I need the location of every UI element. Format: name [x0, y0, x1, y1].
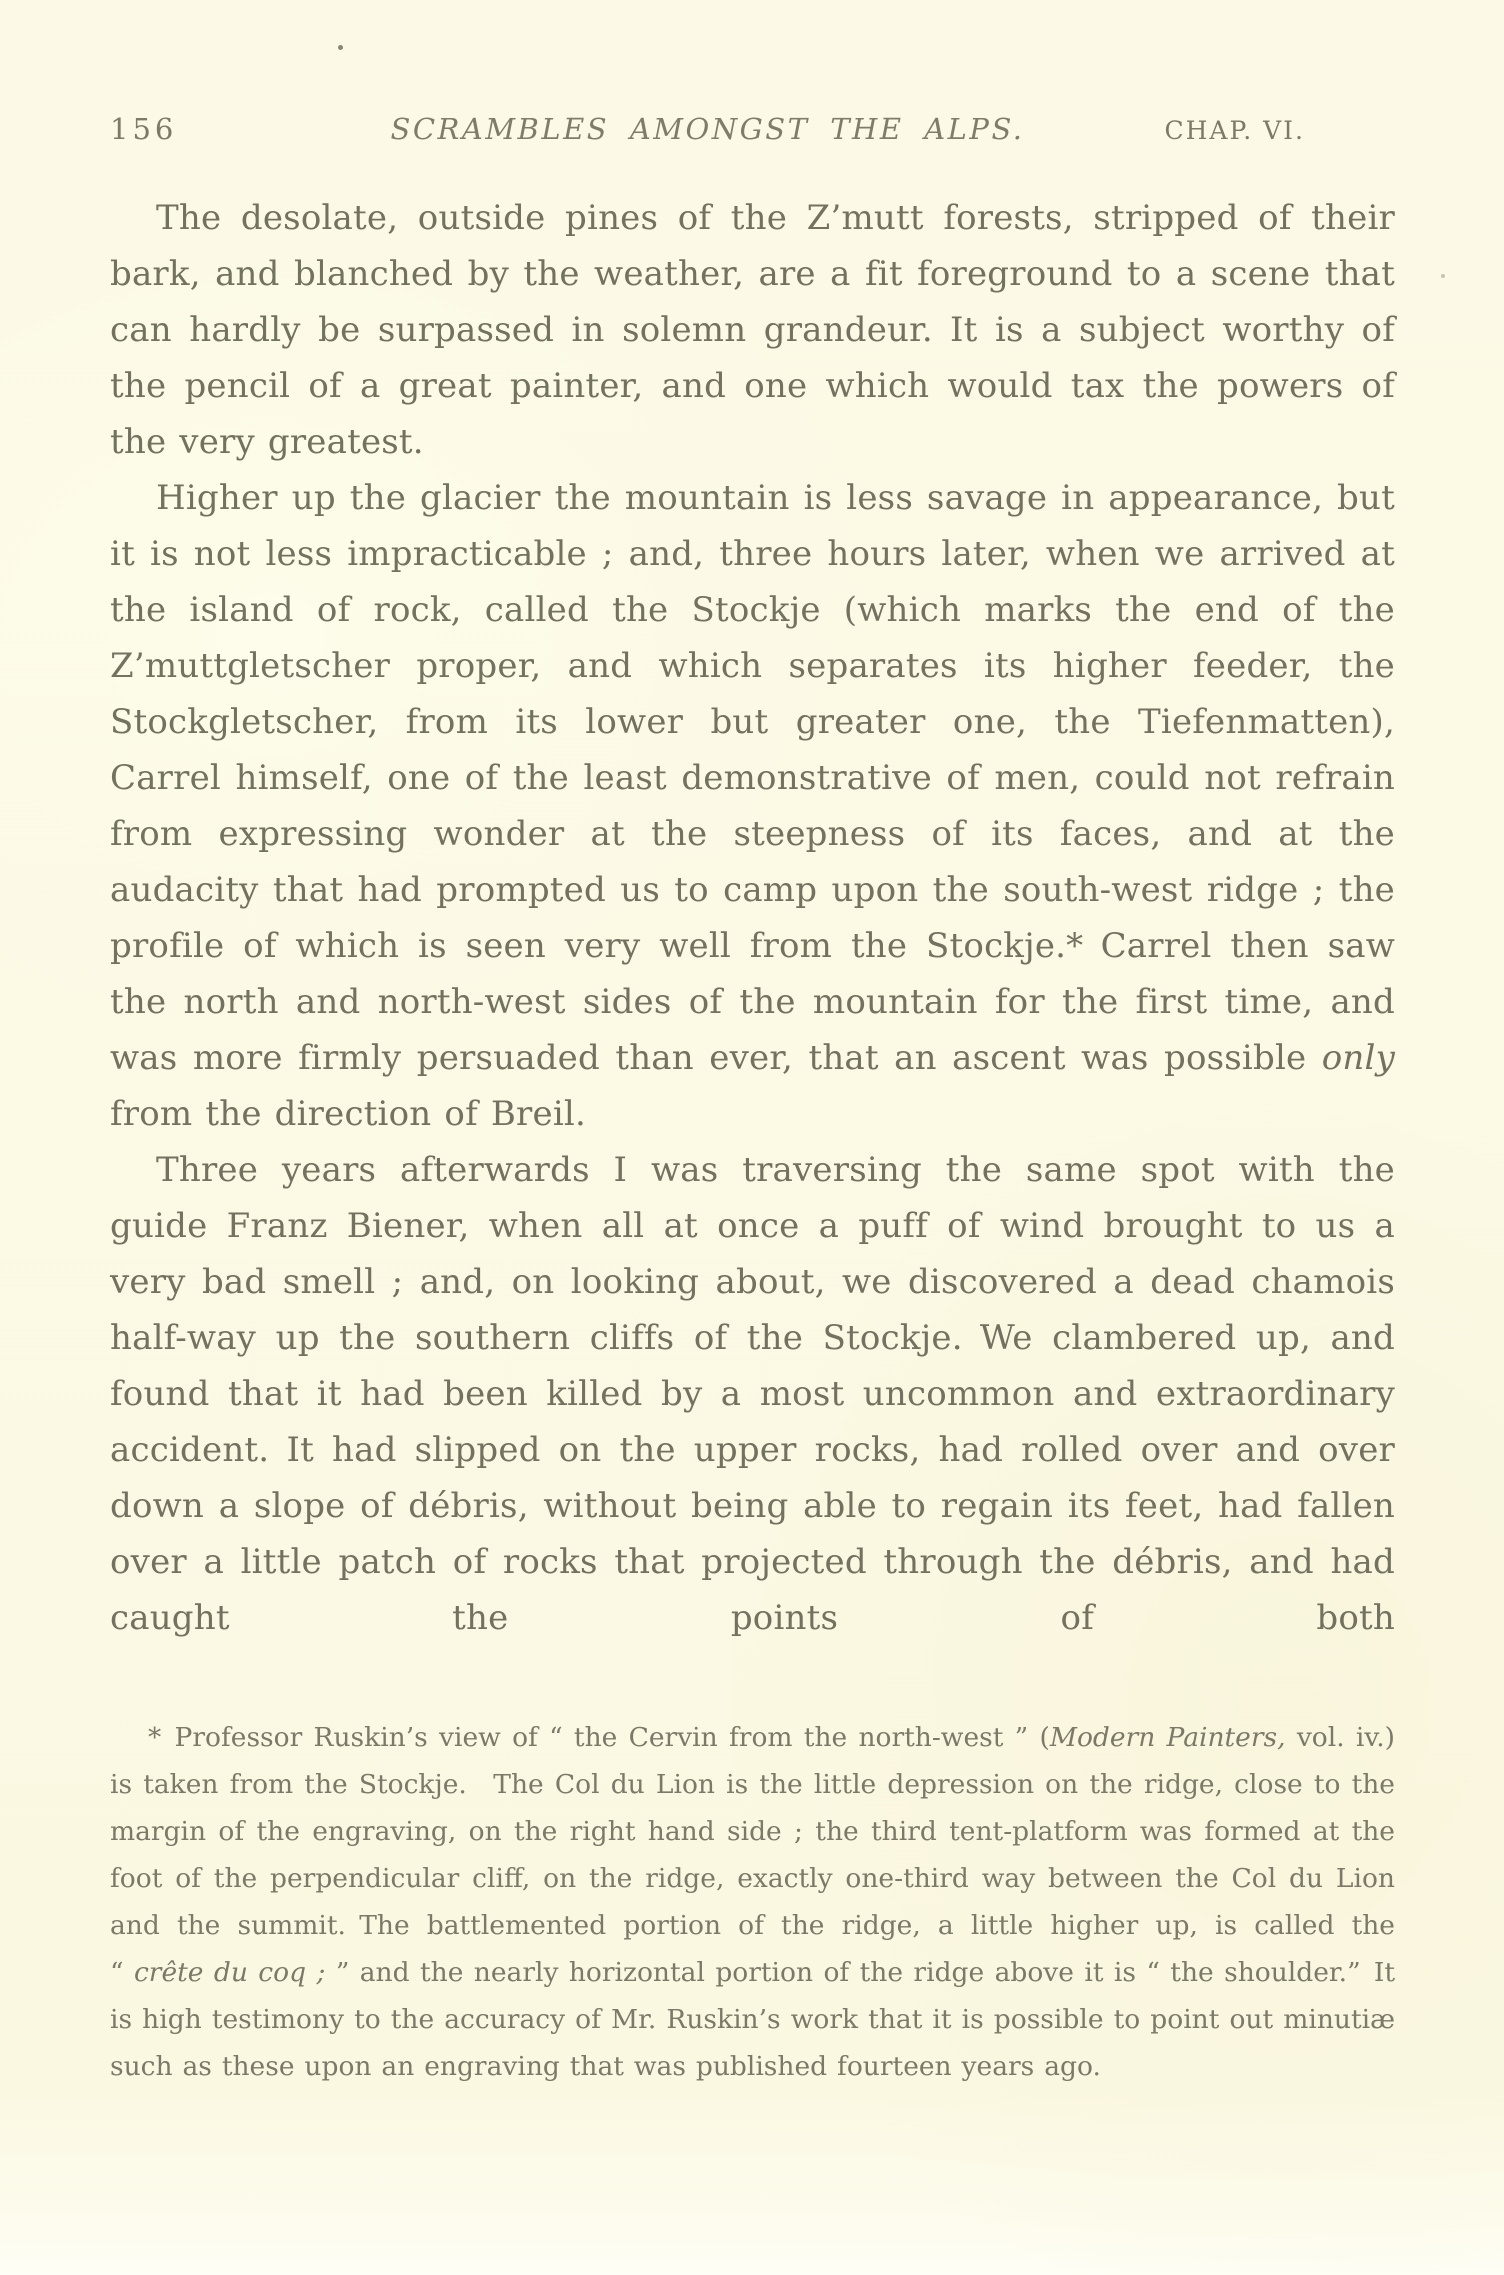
body-text	[110, 190, 1395, 1646]
running-header	[110, 112, 1395, 146]
text-segment: Higher up the glacier the mountain is less savage in appearance, but it is not less impracticable ; and, three hours later, when we arrived at the island of rock, called the Stockje (which marks the end of the Z’muttgletscher proper, and which separates its higher feeder, the Stockgletscher, from its lower but greater one, the Tiefenmatten), Carrel himself, one of the least demonstrative of men, could not refrain from expressing wonder at the steepness of its faces, and at the audacity that had prompted us to camp upon the south-west ridge ; the profile of which is seen very well from the Stockje.* Carrel then saw the north and north-west sides of the mountain for the first time, and was more firmly persuaded than ever, that an ascent was possible	[110, 478, 1395, 1078]
text-segment: Three years afterwards I was traversing the same spot with the guide Franz Biener, when all at once a puff of wind brought to us a very bad smell ; and, on looking about, we discovered a dead chamois half-way up the southern cliffs of the Stockje. We clambered up, and found that it had been killed by a most uncommon and extraordinary accident. It had slipped on the upper rocks, had rolled over and over down a slope of débris, without being able to regain its feet, had fallen over a little patch of rocks that projected through the débris, and had caught the points of both	[110, 1150, 1395, 1638]
italic-segment: crête du coq ;	[133, 1957, 336, 1988]
footnote	[110, 1714, 1395, 2090]
footnote-paragraph	[110, 1714, 1395, 2090]
paragraph-3	[110, 1142, 1395, 1646]
text-segment: vol. iv.) is taken from the Stockje. The Col du Lion is the little depression on the ridge, close to the margin of the engraving, on the right hand side ; the third tent-platform was formed at the foot of the perpendicular cliff, on the ridge, exactly one-third way between the Col du Lion and the summit. The battlemented portion of the ridge, a little higher up, is called the “	[110, 1722, 1395, 1988]
ink-speck	[338, 45, 343, 50]
ink-speck	[1441, 274, 1445, 278]
italic-segment: only	[1321, 1038, 1395, 1078]
header-title: SCRAMBLES AMONGST THE ALPS.	[390, 112, 1025, 146]
paragraph-1	[110, 190, 1395, 470]
text-segment: The desolate, outside pines of the Z’mutt forests, stripped of their bark, and blanched by the weather, are a fit foreground to a scene that can hardly be surpassed in solemn grandeur. It is a subject worthy of the pencil of a great painter, and one which would tax the powers of the very greatest.	[110, 198, 1395, 462]
footnote-marker: * Professor Ruskin’s view of “ the Cervin from the north-west ” (	[148, 1722, 1050, 1753]
italic-segment: Modern Painters,	[1049, 1722, 1286, 1753]
text-segment: from the direction of Breil.	[110, 1094, 586, 1134]
chapter-label: CHAP. VI.	[1164, 116, 1305, 145]
page-number: 156	[110, 112, 178, 146]
text-segment: ” and the nearly horizontal portion of the ridge above it is “ the shoulder.” It is high testimony to the accuracy of Mr. Ruskin’s work that it is possible to point out minutiæ such as these upon an engraving that was published fourteen years ago.	[110, 1957, 1395, 2082]
paragraph-2	[110, 470, 1395, 1142]
